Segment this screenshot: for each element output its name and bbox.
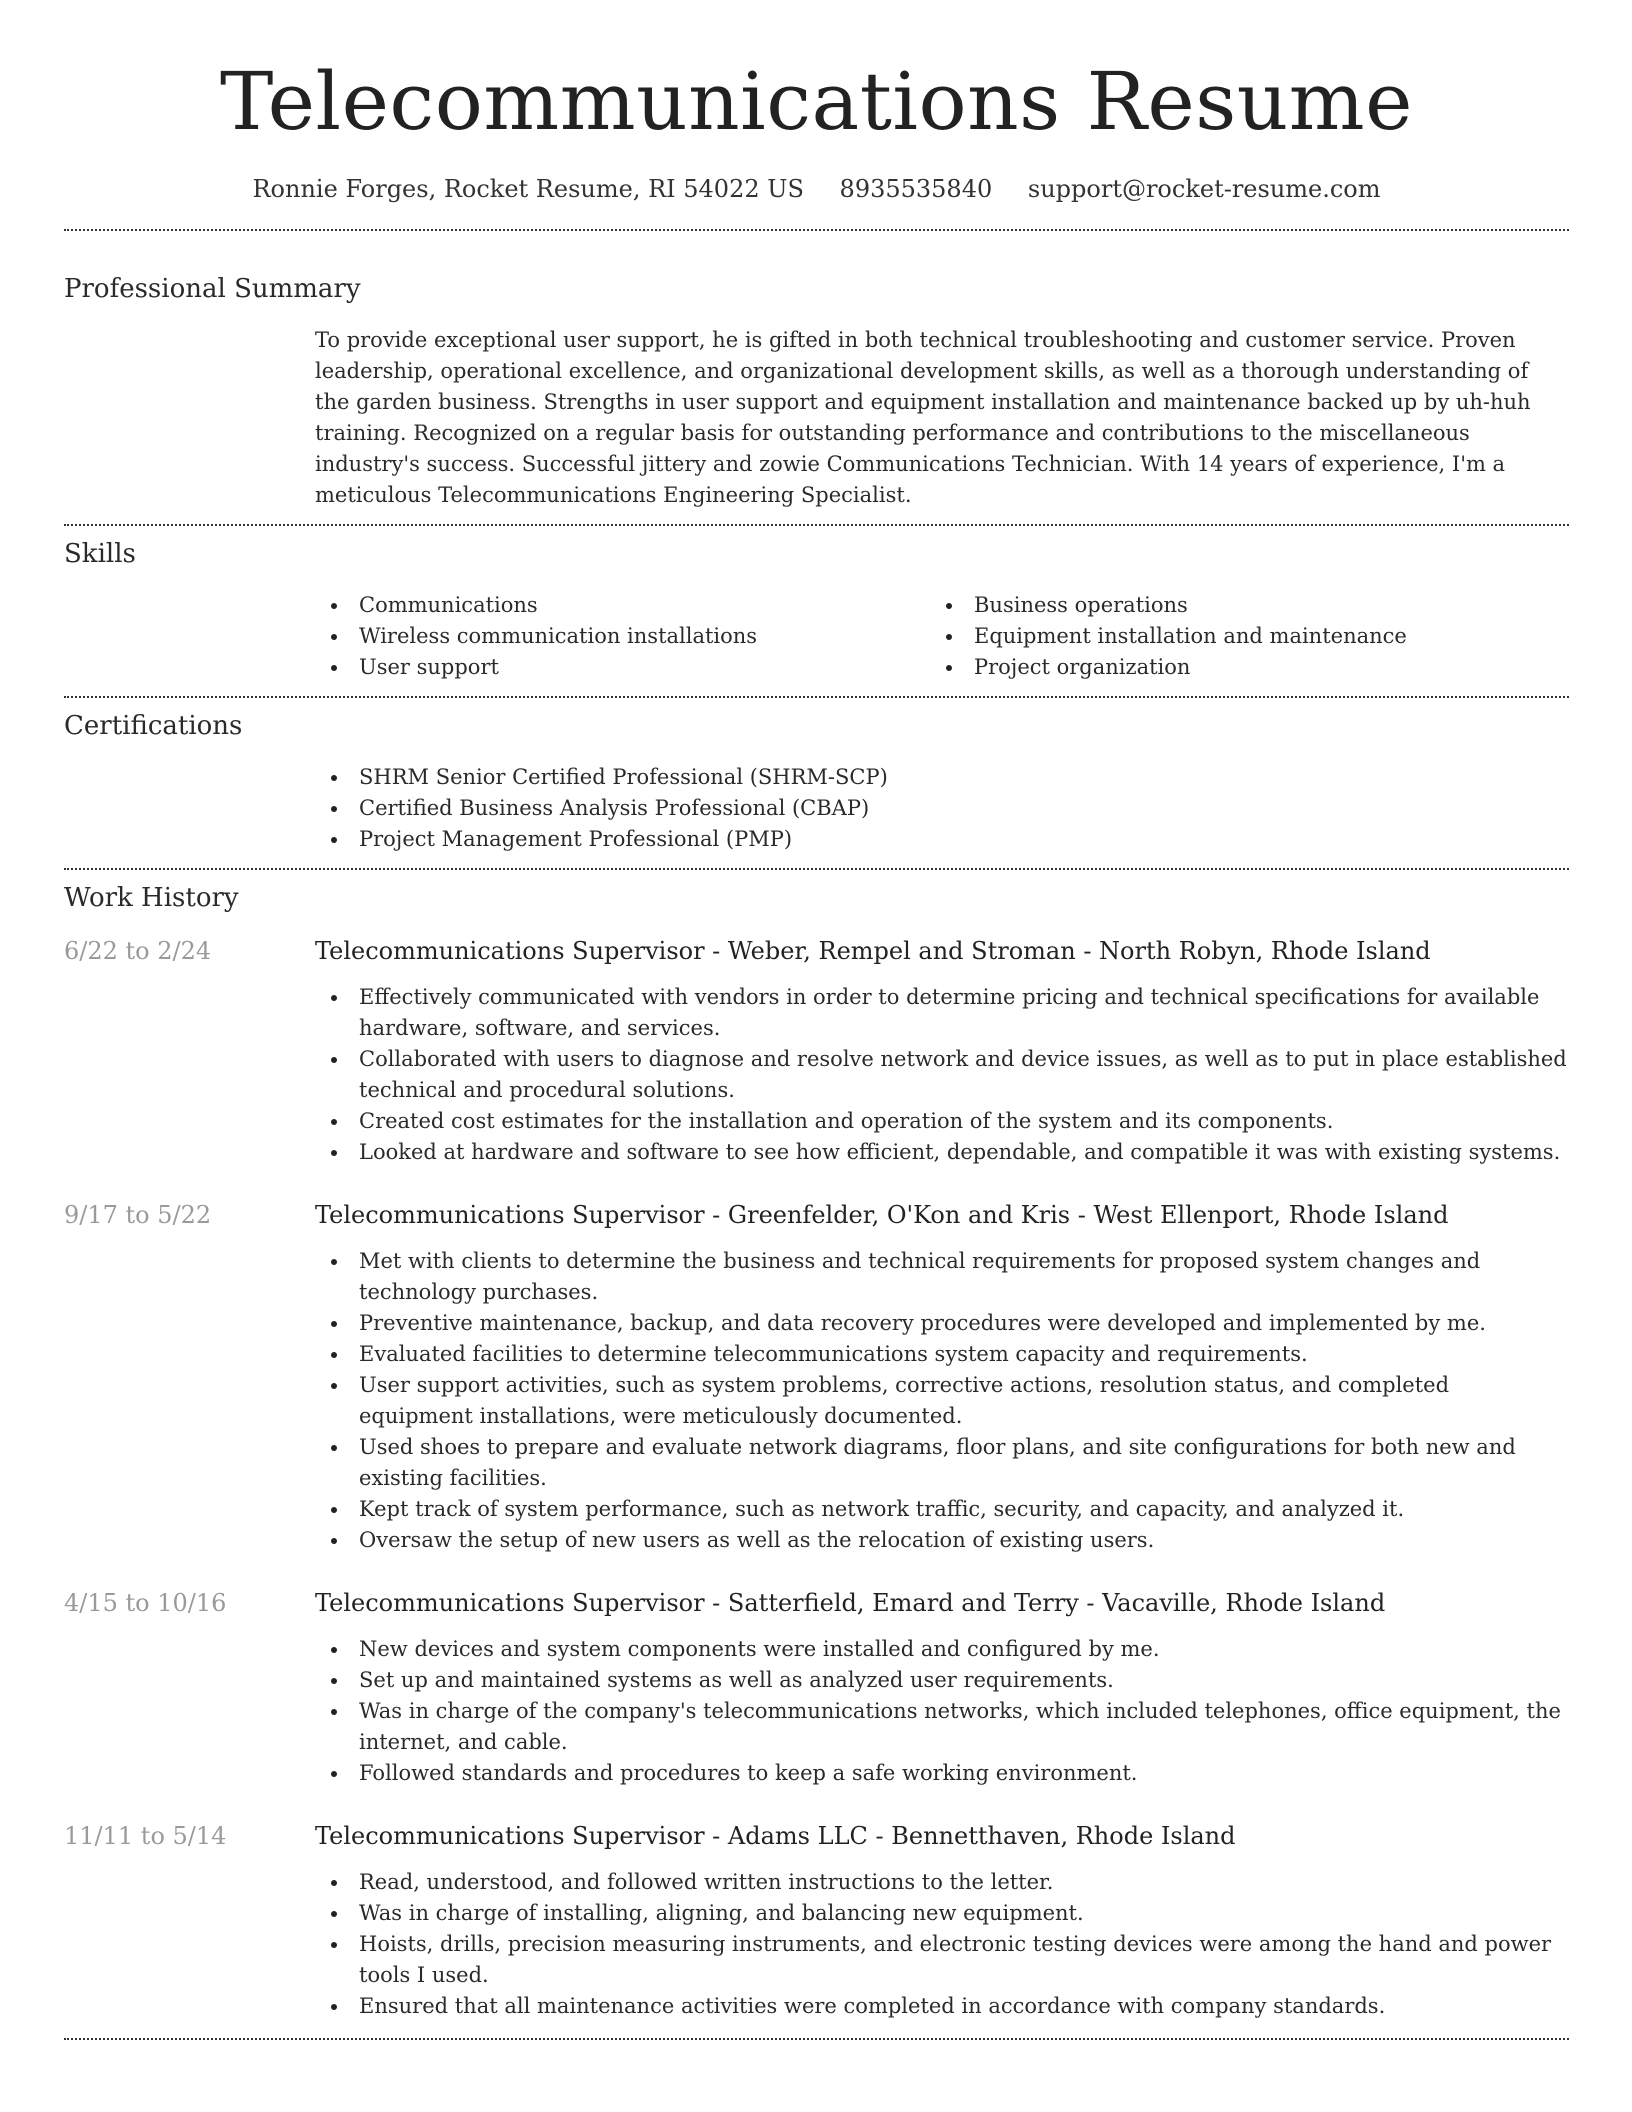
contact-email: support@rocket-resume.com — [1027, 175, 1381, 203]
resume-title: Telecommunications Resume — [219, 55, 1413, 148]
skill-item: Equipment installation and maintenance — [930, 621, 1545, 652]
certification-item: Certified Business Analysis Professional (CBAP) — [315, 793, 1569, 824]
work-history-heading: Work History — [64, 883, 239, 913]
job-bullet: New devices and system components were installed and configured by me. — [315, 1634, 1569, 1665]
job-bullet: Hoists, drills, precision measuring instruments, and electronic testing devices were among the hand and power tools I used. — [315, 1929, 1569, 1991]
certifications-section — [64, 708, 1569, 855]
job-dates: 4/15 to 10/16 — [64, 1589, 227, 1617]
contact-line — [64, 172, 1569, 206]
summary-section — [64, 271, 1569, 511]
job-entry — [64, 1198, 1569, 1556]
skill-item: User support — [315, 652, 930, 683]
job-bullet: Set up and maintained systems as well as analyzed user requirements. — [315, 1665, 1569, 1696]
contact-phone: 8935535840 — [839, 175, 993, 203]
certification-item: Project Management Professional (PMP) — [315, 824, 1569, 855]
job-body — [315, 1819, 1569, 2022]
skills-heading: Skills — [64, 539, 136, 569]
job-body — [315, 934, 1569, 1168]
summary-heading: Professional Summary — [64, 274, 361, 304]
job-body — [315, 1198, 1569, 1556]
job-bullet: Used shoes to prepare and evaluate network diagrams, floor plans, and site configurations for both new and existing facilities. — [315, 1432, 1569, 1494]
job-bullet: Preventive maintenance, backup, and data recovery procedures were developed and implemented by me. — [315, 1308, 1569, 1339]
job-title: Telecommunications Supervisor - Satterfield, Emard and Terry - Vacaville, Rhode Island — [315, 1589, 1386, 1617]
job-bullet: Oversaw the setup of new users as well as the relocation of existing users. — [315, 1525, 1569, 1556]
work-history-section — [64, 880, 1569, 2022]
job-bullet: Evaluated facilities to determine telecommunications system capacity and requirements. — [315, 1339, 1569, 1370]
job-bullets — [315, 982, 1569, 1168]
job-title: Telecommunications Supervisor - Weber, Rempel and Stroman - North Robyn, Rhode Island — [315, 937, 1431, 965]
skills-list-right — [930, 590, 1545, 683]
contact-address: Ronnie Forges, Rocket Resume, RI 54022 US — [252, 175, 804, 203]
job-bullet: User support activities, such as system problems, corrective actions, resolution status, and completed equipment installations, were meticulously documented. — [315, 1370, 1569, 1432]
job-bullet: Was in charge of the company's telecommunications networks, which included telephones, office equipment, the internet, and cable. — [315, 1696, 1569, 1758]
job-bullets — [315, 1634, 1569, 1789]
job-entry — [64, 1586, 1569, 1789]
job-dates: 6/22 to 2/24 — [64, 937, 212, 965]
divider — [64, 2038, 1569, 2040]
certifications-list — [315, 762, 1569, 855]
summary-text: To provide exceptional user support, he is gifted in both technical troubleshooting and customer service. Proven leadership, operational excellence, and organizational development skills, as well as a thorough understanding of the garden business. Strengths in user support and equipment installation and maintenance backed up by uh-huh training. Recognized on a regular basis for outstanding performance and contributions to the miscellaneous industry's success. Successful jittery and zowie Communications Technician. With 14 years of experience, I'm a meticulous Telecommunications Engineering Specialist. — [315, 328, 1531, 507]
job-bullet: Effectively communicated with vendors in order to determine pricing and technical specifications for available hardware, software, and services. — [315, 982, 1569, 1044]
skill-item: Business operations — [930, 590, 1545, 621]
skill-item: Communications — [315, 590, 930, 621]
divider — [64, 229, 1569, 231]
divider — [64, 868, 1569, 870]
resume-page — [64, 0, 1569, 2040]
job-title: Telecommunications Supervisor - Adams LLC - Bennetthaven, Rhode Island — [315, 1822, 1236, 1850]
job-bullets — [315, 1867, 1569, 2022]
job-bullet: Looked at hardware and software to see how efficient, dependable, and compatible it was with existing systems. — [315, 1137, 1569, 1168]
job-bullet: Created cost estimates for the installation and operation of the system and its components. — [315, 1106, 1569, 1137]
job-entry — [64, 1819, 1569, 2022]
divider — [64, 524, 1569, 526]
job-bullet: Ensured that all maintenance activities were completed in accordance with company standards. — [315, 1991, 1569, 2022]
skill-item: Wireless communication installations — [315, 621, 930, 652]
job-dates: 9/17 to 5/22 — [64, 1201, 212, 1229]
divider — [64, 696, 1569, 698]
skills-list-left — [315, 590, 930, 683]
job-body — [315, 1586, 1569, 1789]
skills-grid — [315, 590, 1569, 683]
job-title: Telecommunications Supervisor - Greenfelder, O'Kon and Kris - West Ellenport, Rhode Island — [315, 1201, 1449, 1229]
skill-item: Project organization — [930, 652, 1545, 683]
certifications-heading: Certifications — [64, 711, 243, 741]
job-bullet: Collaborated with users to diagnose and resolve network and device issues, as well as to put in place established technical and procedural solutions. — [315, 1044, 1569, 1106]
job-bullet: Kept track of system performance, such as network traffic, security, and capacity, and analyzed it. — [315, 1494, 1569, 1525]
job-bullet: Read, understood, and followed written instructions to the letter. — [315, 1867, 1569, 1898]
certification-item: SHRM Senior Certified Professional (SHRM-SCP) — [315, 762, 1569, 793]
job-dates: 11/11 to 5/14 — [64, 1822, 227, 1850]
job-bullet: Was in charge of installing, aligning, and balancing new equipment. — [315, 1898, 1569, 1929]
job-bullet: Followed standards and procedures to keep a safe working environment. — [315, 1758, 1569, 1789]
job-bullet: Met with clients to determine the business and technical requirements for proposed system changes and technology purchases. — [315, 1246, 1569, 1308]
job-bullets — [315, 1246, 1569, 1556]
skills-section — [64, 536, 1569, 683]
job-entry — [64, 934, 1569, 1168]
